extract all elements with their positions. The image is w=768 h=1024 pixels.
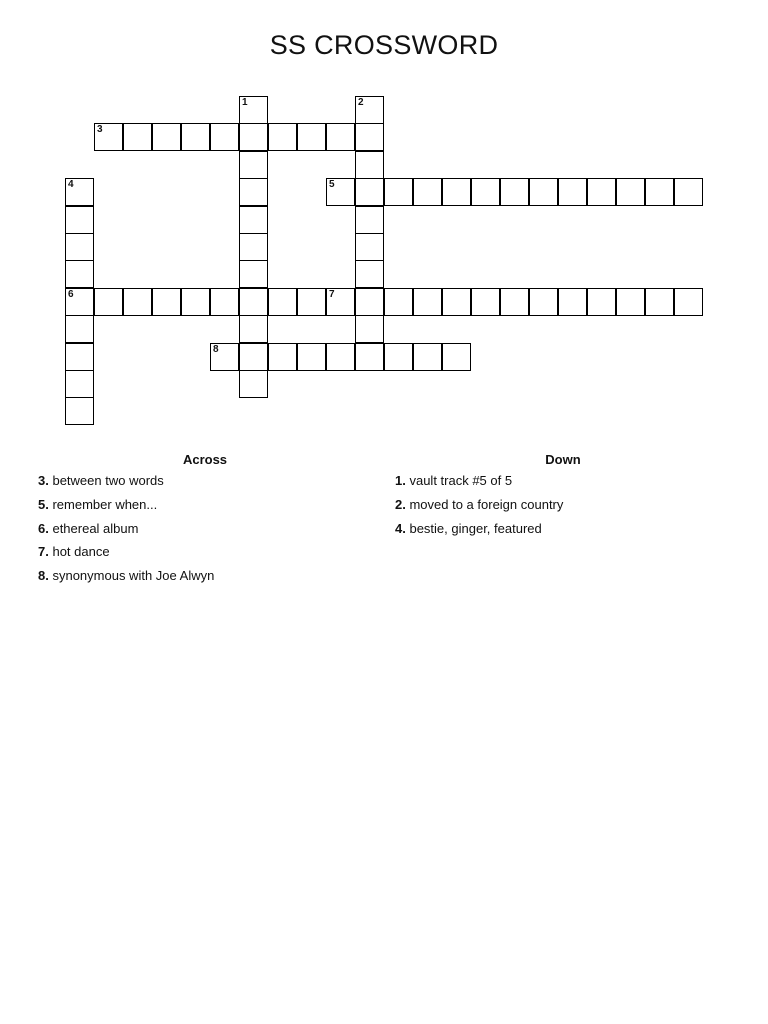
grid-cell[interactable] [500, 178, 529, 206]
grid-cell[interactable] [558, 178, 587, 206]
grid-cell[interactable] [123, 288, 152, 316]
grid-cell[interactable] [645, 288, 674, 316]
grid-cell[interactable] [65, 343, 94, 371]
clue-number: 2 [358, 97, 364, 108]
grid-cell[interactable] [239, 370, 268, 398]
grid-cell[interactable] [65, 233, 94, 261]
grid-cell[interactable] [384, 288, 413, 316]
grid-cell[interactable] [355, 123, 384, 151]
grid-cell[interactable] [326, 123, 355, 151]
across-clue: 3. between two words [38, 473, 164, 488]
grid-cell[interactable] [500, 288, 529, 316]
grid-cell[interactable] [268, 343, 297, 371]
across-clue: 8. synonymous with Joe Alwyn [38, 568, 215, 583]
grid-cell[interactable] [297, 288, 326, 316]
grid-cell[interactable] [181, 288, 210, 316]
crossword-grid [0, 0, 768, 440]
grid-cell[interactable] [239, 96, 268, 124]
grid-cell[interactable] [355, 178, 384, 206]
grid-cell[interactable] [384, 178, 413, 206]
grid-cell[interactable] [65, 206, 94, 234]
grid-cell[interactable] [268, 288, 297, 316]
grid-cell[interactable] [94, 288, 123, 316]
grid-cell[interactable] [355, 260, 384, 288]
clue-number: 3 [97, 124, 103, 135]
grid-cell[interactable] [210, 343, 239, 371]
grid-cell[interactable] [65, 178, 94, 206]
grid-cell[interactable] [239, 260, 268, 288]
grid-cell[interactable] [355, 206, 384, 234]
grid-cell[interactable] [471, 178, 500, 206]
grid-cell[interactable] [239, 233, 268, 261]
grid-cell[interactable] [442, 288, 471, 316]
grid-cell[interactable] [442, 343, 471, 371]
grid-cell[interactable] [674, 178, 703, 206]
grid-cell[interactable] [65, 397, 94, 425]
across-clue: 5. remember when... [38, 497, 158, 512]
down-clue: 1. vault track #5 of 5 [395, 473, 513, 488]
grid-cell[interactable] [210, 288, 239, 316]
grid-cell[interactable] [94, 123, 123, 151]
grid-cell[interactable] [355, 96, 384, 124]
down-clue: 4. bestie, ginger, featured [395, 521, 542, 536]
grid-cell[interactable] [529, 288, 558, 316]
clue-number: 8 [213, 344, 219, 355]
grid-cell[interactable] [239, 288, 268, 316]
grid-cell[interactable] [616, 288, 645, 316]
clue-number: 7 [329, 289, 335, 300]
grid-cell[interactable] [152, 123, 181, 151]
grid-cell[interactable] [239, 123, 268, 151]
grid-cell[interactable] [152, 288, 181, 316]
grid-cell[interactable] [297, 343, 326, 371]
page-title: SS CROSSWORD [269, 30, 499, 60]
down-clue: 2. moved to a foreign country [395, 497, 564, 512]
grid-cell[interactable] [471, 288, 500, 316]
grid-cell[interactable] [587, 178, 616, 206]
grid-cell[interactable] [442, 178, 471, 206]
clue-number: 6 [68, 289, 74, 300]
grid-cell[interactable] [616, 178, 645, 206]
grid-cell[interactable] [558, 288, 587, 316]
clue-number: 5 [329, 179, 335, 190]
grid-cell[interactable] [123, 123, 152, 151]
grid-cell[interactable] [65, 260, 94, 288]
across-clue: 6. ethereal album [38, 521, 139, 536]
grid-cell[interactable] [413, 343, 442, 371]
grid-cell[interactable] [210, 123, 239, 151]
grid-cell[interactable] [413, 288, 442, 316]
grid-cell[interactable] [529, 178, 558, 206]
grid-cell[interactable] [355, 315, 384, 343]
grid-cell[interactable] [355, 151, 384, 179]
down-heading: Down [545, 452, 581, 467]
grid-cell[interactable] [326, 178, 355, 206]
grid-cell[interactable] [355, 233, 384, 261]
grid-cell[interactable] [326, 288, 355, 316]
grid-cell[interactable] [355, 288, 384, 316]
across-heading: Across [182, 452, 228, 467]
grid-cell[interactable] [239, 206, 268, 234]
grid-cell[interactable] [268, 123, 297, 151]
grid-cell[interactable] [297, 123, 326, 151]
grid-cell[interactable] [65, 315, 94, 343]
grid-cell[interactable] [413, 178, 442, 206]
grid-cell[interactable] [181, 123, 210, 151]
grid-cell[interactable] [355, 343, 384, 371]
grid-cell[interactable] [326, 343, 355, 371]
grid-cell[interactable] [384, 343, 413, 371]
grid-cell[interactable] [674, 288, 703, 316]
clue-number: 4 [68, 179, 74, 190]
grid-cell[interactable] [65, 370, 94, 398]
grid-cell[interactable] [239, 343, 268, 371]
across-clue: 7. hot dance [38, 544, 110, 559]
grid-cell[interactable] [65, 288, 94, 316]
grid-cell[interactable] [239, 178, 268, 206]
grid-cell[interactable] [239, 315, 268, 343]
clue-number: 1 [242, 97, 248, 108]
grid-cell[interactable] [587, 288, 616, 316]
grid-cell[interactable] [645, 178, 674, 206]
grid-cell[interactable] [239, 151, 268, 179]
